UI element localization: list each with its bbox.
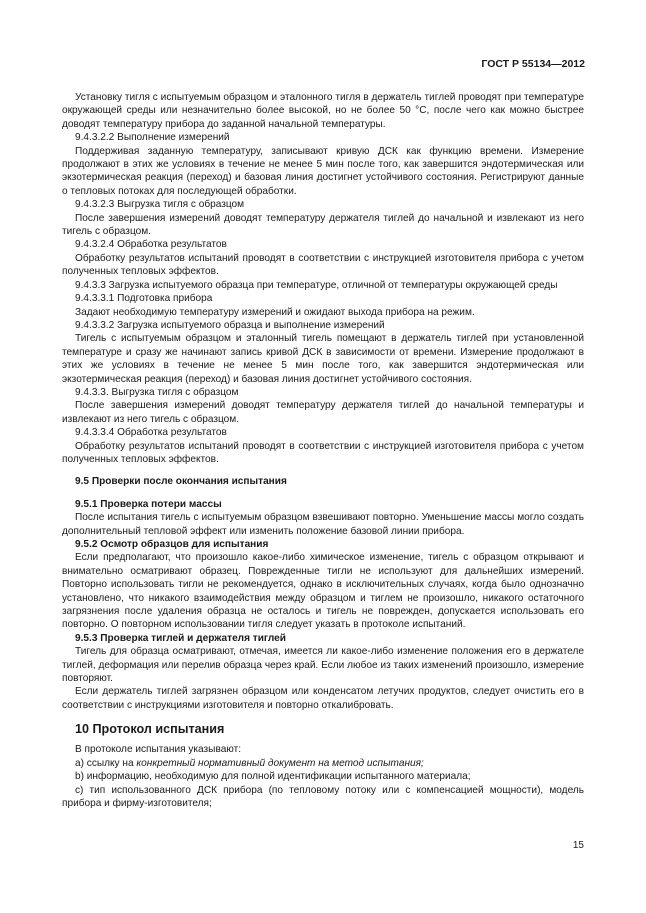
- section-heading: 9.5 Проверки после окончания испытания: [75, 476, 287, 488]
- paragraph: 9.4.3.3. Выгрузка тигля с образцом: [75, 386, 239, 398]
- paragraph: 9.4.3.2.2 Выполнение измерений: [75, 132, 230, 144]
- spacer: [62, 712, 584, 721]
- document-header: ГОСТ Р 55134—2012: [481, 58, 585, 70]
- paragraph: 9.4.3.3.4 Обработка результатов: [75, 427, 227, 439]
- paragraph: Тигель с испытуемым образцом и эталонный тигель помещают в держатель тиглей при установленной температуре и сразу же начинают запись кривой ДСК в зависимости от времени. Измерение продолжают в этих же условиях в течение не менее 5 мин после того, как завершится эндотермическая или экзотермическая реакция (переход) и базовая линия достигнет устойчивого состояния.: [62, 333, 584, 385]
- paragraph: Если предполагают, что произошло какое-либо химическое изменение, тигель с образцом открывают и внимательно осматривают образец. Поврежденные тигли не используют для дальнейших измерений. Повторно использовать тигли не рекомендуется, однако в исключительных случаях, когда было однозначно установлено, что никакого взаимодействия между образцом и тиглем не произошло, никакого остаточного загрязнения после удаления образца не осталось и тигель не поврежден, допускается использовать его повторно. О повторном использовании тигля следует указать в протоколе испытаний.: [62, 552, 584, 631]
- paragraph: После завершения измерений доводят температуру держателя тиглей до начальной температуры и извлекают из него тигель с образцом.: [62, 400, 584, 425]
- page-number: 15: [572, 840, 584, 851]
- paragraph: Поддерживая заданную температуру, записывают кривую ДСК как функцию времени. Измерение продолжают в этих же условиях в течение не менее 5 мин после того, как завершится эндотермическая или экзотермическая реакция (переход) и базовая линия достигнет устойчивого состояния. Регистрируют данные о тепловых потоках для последующей обработки.: [62, 145, 584, 197]
- paragraph: Установку тигля с испытуемым образцом и эталонного тигля в держатель тиглей проводят при температуре окружающей среды или незначительно более высокой, но не более 50 °С, после чего как можно быстрее доводят температуру прибора до заданной начальной температуры.: [62, 92, 584, 130]
- paragraph: Если держатель тиглей загрязнен образцом или конденсатом летучих продуктов, следует очистить его в соответствии с инструкциями изготовителя и повторно откалибровать.: [62, 686, 584, 711]
- paragraph: 9.4.3.3.1 Подготовка прибора: [75, 293, 213, 305]
- paragraph: После испытания тигель с испытуемым образцом взвешивают повторно. Уменьшение массы могло создать дополнительный тепловой эффект или изменить положение базовой линии прибора.: [62, 512, 584, 537]
- paragraph: После завершения измерений доводят температуру держателя тиглей до начальной и извлекают из него тигель с образцом.: [62, 212, 584, 238]
- list-item-emphasis: конкретный нормативный документ на метод испытания;: [136, 757, 424, 769]
- paragraph: 9.4.3.3.2 Загрузка испытуемого образца и выполнение измерений: [75, 319, 385, 331]
- paragraph: Задают необходимую температуру измерений и ожидают выхода прибора на режим.: [75, 306, 475, 318]
- paragraph: 9.4.3.2.3 Выгрузка тигля с образцом: [75, 199, 245, 211]
- list-item-text: а) ссылку на: [75, 757, 137, 769]
- chapter-heading: 10 Протокол испытания: [75, 722, 225, 737]
- list-item: с) тип использованного ДСК прибора (по тепловому потоку или с компенсацией мощности), модель прибора и фирму-изготовителя;: [62, 784, 584, 809]
- list-item: [62, 757, 584, 770]
- spacer: [62, 489, 584, 498]
- paragraph: Тигель для образца осматривают, отмечая, имеется ли какое-либо изменение положения его в держателе тиглей, деформация или перелив образца через край. Если любое из таких изменений произошло, измерение повторяют.: [62, 646, 584, 685]
- section-heading: 9.5.3 Проверка тиглей и держателя тиглей: [75, 632, 286, 644]
- spacer: [62, 466, 584, 475]
- paragraph: 9.4.3.3 Загрузка испытуемого образца при температуре, отличной от температуры окружающей среды: [75, 279, 558, 291]
- paragraph: 9.4.3.2.4 Обработка результатов: [75, 239, 227, 251]
- paragraph: Обработку результатов испытаний проводят в соответствии с инструкцией изготовителя прибора с учетом полученных тепловых эффектов.: [62, 252, 584, 278]
- paragraph: Обработку результатов испытаний проводят в соответствии с инструкцией изготовителя прибора с учетом полученных тепловых эффектов.: [62, 440, 584, 465]
- section-heading: 9.5.2 Осмотр образцов для испытания: [75, 539, 269, 550]
- list-item: b) информацию, необходимую для полной идентификации испытанного материала;: [75, 771, 471, 783]
- list-item: В протоколе испытания указывают:: [75, 744, 242, 756]
- section-heading: 9.5.1 Проверка потери массы: [75, 498, 222, 510]
- document-body: [62, 91, 584, 810]
